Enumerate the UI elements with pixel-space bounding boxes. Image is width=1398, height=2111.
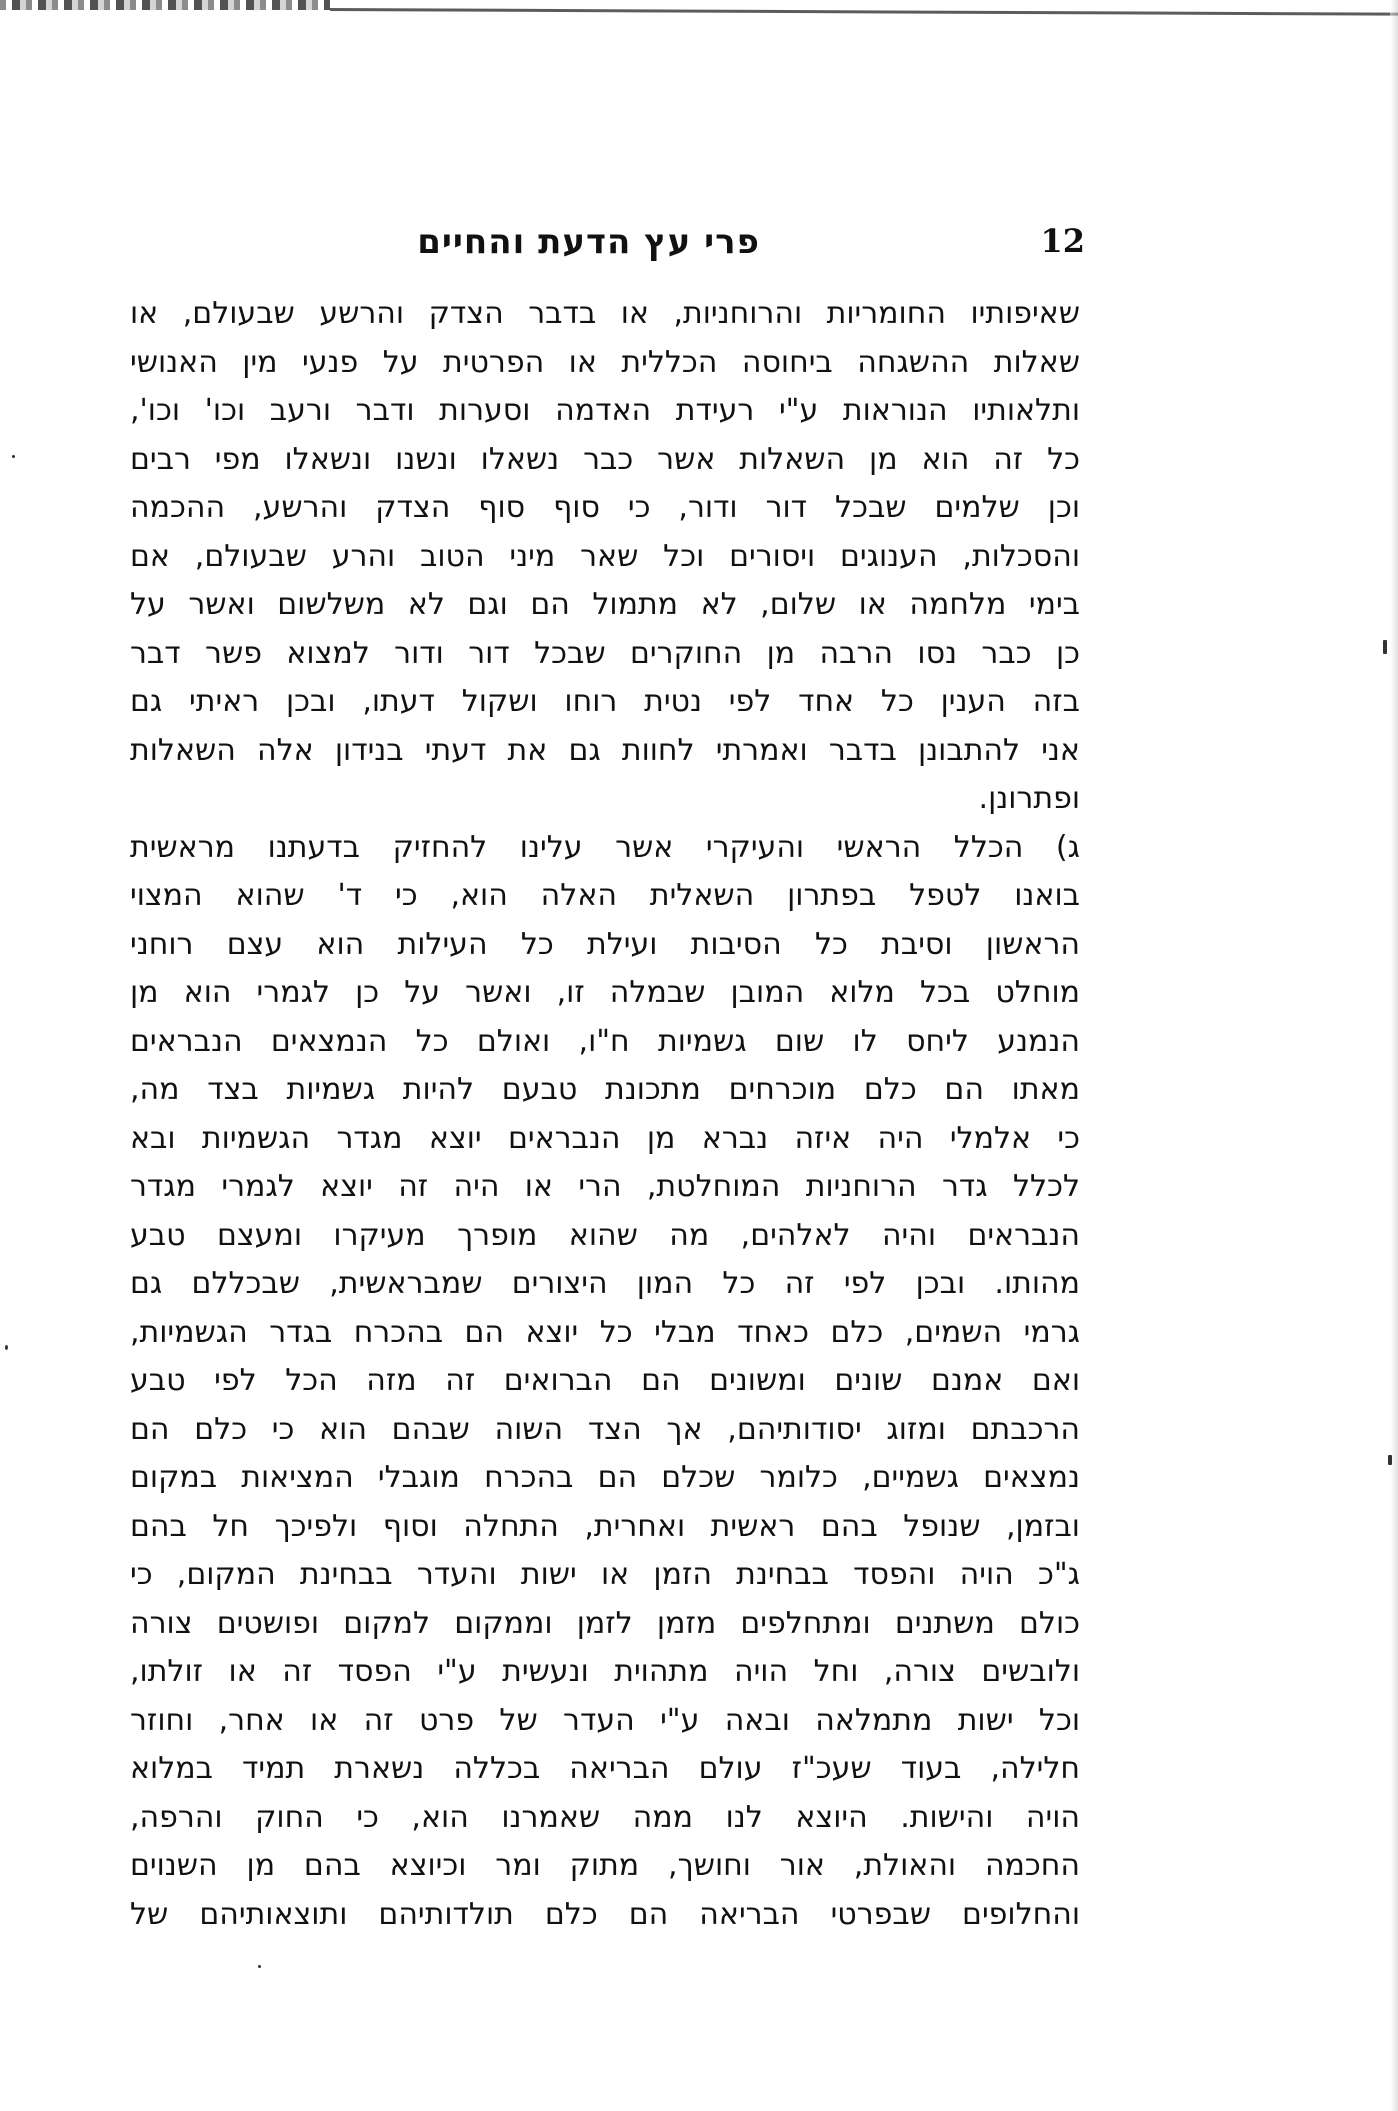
body-text <box>130 290 1080 1939</box>
text-line: גרמי השמים, כלם כאחד מבלי כל יוצא הם בהכרח בגדר הגשמיות, <box>130 1314 1080 1350</box>
running-header <box>130 200 1085 270</box>
text-line: בימי מלחמה או שלום, לא מתמול הם וגם לא משלשום ואשר על <box>130 587 1080 622</box>
text-line: מאתו הם כלם מוכרחים מתכונת טבעם להיות גשמיות בצד מה, <box>130 1072 1080 1107</box>
paragraph-end-line: ופתרונן. <box>978 781 1080 816</box>
text-line: לכלל גדר הרוחניות המוחלטת, הרי או היה זה יוצא לגמרי מגדר <box>130 1169 1080 1204</box>
text-line: ואם אמנם שונים ומשונים הם הברואים זה מזה הכל לפי טבע <box>130 1363 1080 1398</box>
text-line: וכן שלמים שבכל דור ודור, כי סוף סוף הצדק והרשע, ההכמה <box>130 490 1080 525</box>
text-line: הנבראים והיה לאלהים, מה שהוא מופרך מעיקרו ומעצם טבע <box>130 1217 1080 1253</box>
book-title: פרי עץ הדעת והחיים <box>417 222 760 262</box>
scan-speck <box>5 1345 8 1350</box>
scan-speck <box>12 455 15 458</box>
text-line: מהותו. ובכן לפי זה כל המון היצורים שמבראשית, שבכללם גם <box>130 1266 1080 1301</box>
text-line: כל זה הוא מן השאלות אשר כבר נשאלו ונשנו ונשאלו מפי רבים <box>130 441 1080 477</box>
text-line: מוחלט בכל מלוא המובן שבמלה זו, ואשר על כן לגמרי הוא מן <box>130 975 1080 1010</box>
scan-speck <box>258 1965 261 1968</box>
scan-calibration-bars <box>0 0 330 10</box>
text-line: הנמנע ליחס לו שום גשמיות ח"ו, ואולם כל הנמצאים הנבראים <box>130 1023 1080 1059</box>
section-start-line: ג) הכלל הראשי והעיקרי אשר עלינו להחזיק בדעתנו מראשית <box>130 829 1080 865</box>
text-line: חלילה, בעוד שעכ"ז עולם הבריאה בכללה נשארת תמיד במלוא <box>130 1751 1080 1786</box>
text-line: אני להתבונן בדבר ואמרתי לחוות גם את דעתי בנידון אלה השאלות <box>130 732 1080 768</box>
text-line: בואנו לטפל בפתרון השאלית האלה הוא, כי ד' שהוא המצוי <box>130 878 1080 913</box>
text-line: והחלופים שבפרטי הבריאה הם כלם תולדותיהם ותוצאותיהם של <box>130 1896 1080 1932</box>
text-line: שאיפותיו החומריות והרוחניות, או בדבר הצדק והרשע שבעולם, או <box>130 296 1080 331</box>
text-line: ובזמן, שנופל בהם ראשית ואחרית, התחלה וסוף ולפיכך חל בהם <box>130 1508 1080 1544</box>
text-line: וכל ישות מתמלאה ובאה ע"י העדר של פרט זה או אחר, וחוזר <box>130 1702 1080 1738</box>
text-line: הראשון וסיבת כל הסיבות ועילת כל העילות הוא עצם רוחני <box>130 926 1080 962</box>
text-line: בזה הענין כל אחד לפי נטית רוחו ושקול דעתו, ובכן ראיתי גם <box>130 684 1080 719</box>
page-top-edge-line <box>330 8 1398 16</box>
text-line: ג"כ הויה והפסד בבחינת הזמן או ישות והעדר בבחינת המקום, כי <box>130 1557 1080 1592</box>
scan-speck <box>1388 1455 1392 1465</box>
text-line: נמצאים גשמיים, כלומר שכלם הם בהכרח מוגבלי המציאות במקום <box>130 1460 1080 1495</box>
text-line: ותלאותיו הנוראות ע"י רעידת האדמה וסערות ודבר ורעב וכו' וכו', <box>130 393 1080 428</box>
text-line: כי אלמלי היה איזה נברא מן הנבראים יוצא מגדר הגשמיות ובא <box>130 1120 1080 1156</box>
scan-artifact-top <box>0 0 1398 22</box>
page-right-edge-shadow <box>1390 0 1398 2111</box>
page-number: 12 <box>1040 222 1085 260</box>
book-page <box>130 200 1085 1939</box>
text-line: ולובשים צורה, וחל הויה מתהוית ונעשית ע"י הפסד זה או זולתו, <box>130 1654 1080 1689</box>
text-line: שאלות ההשגחה ביחוסה הכללית או הפרטית על פנעי מין האנושי <box>130 344 1080 380</box>
text-line: כולם משתנים ומתחלפים מזמן לזמן וממקום למקום ופושטים צורה <box>130 1605 1080 1641</box>
scan-speck <box>1383 640 1387 654</box>
text-line: החכמה והאולת, אור וחושך, מתוק ומר וכיוצא בהם מן השנוים <box>130 1848 1080 1883</box>
text-line: הרכבתם ומזוג יסודותיהם, אך הצד השוה שבהם הוא כי כלם הם <box>130 1411 1080 1447</box>
text-line: והסכלות, הענוגים ויסורים וכל שאר מיני הטוב והרע שבעולם, אם <box>130 538 1080 574</box>
text-line: כן כבר נסו הרבה מן החוקרים שבכל דור ודור למצוא פשר דבר <box>130 635 1080 671</box>
text-line: הויה והישות. היוצא לנו ממה שאמרנו הוא, כי החוק והרפה, <box>130 1799 1080 1835</box>
